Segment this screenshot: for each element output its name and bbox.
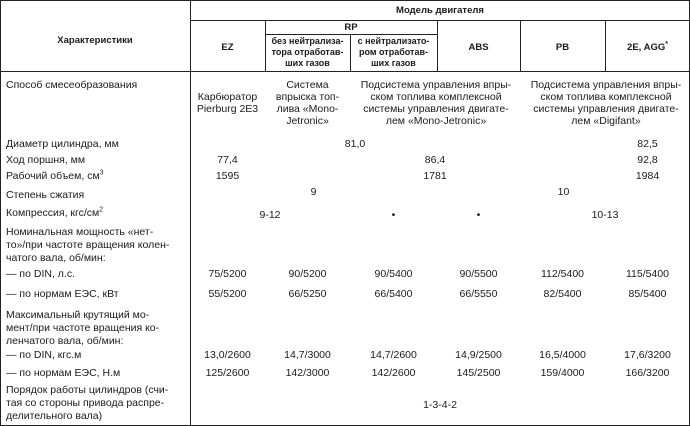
header-pb: PB [555,42,570,53]
compression-abs: • [476,209,481,221]
torque-din-rp-no-catalyst: 14,7/3000 [284,349,331,361]
compression-ratio-abs-agg: 10 [557,186,570,198]
header-agg: 2E, AGG* [627,40,668,53]
power-ece-agg: 85/5400 [628,288,667,300]
power-ece-rp-catalyst: 66/5400 [374,288,413,300]
header-rp-no-catalyst: без нейтрализа- тора отработав- ших газов [271,36,344,68]
rule-header-bottom [0,71,690,72]
label-compression: Компрессия, кгс/$см^2$ [6,206,104,219]
displacement-ez: 1595 [215,170,240,182]
label-stroke: Ход поршня, мм [6,154,86,166]
mixture-ez: Карбюратор Pierburg 2E3 [196,91,259,115]
label-torque-ece: — по нормам ЕЭС, Н.м [6,367,121,379]
label-power: Номинальная мощность «нет- то»/при частоте вращения колен- чатого вала, об/мин: [6,226,170,264]
power-ece-pb: 82/5400 [543,288,582,300]
torque-ece-rp-no-catalyst: 142/3000 [285,367,330,379]
stroke-rp-pb: 86,4 [424,154,446,166]
rule-left [0,0,1,426]
stroke-agg: 92,8 [637,154,658,166]
bore-ez-abs: 81,0 [344,138,366,150]
power-din-rp-catalyst: 90/5400 [374,268,413,280]
compression-pb-agg: 10-13 [591,209,619,221]
torque-ece-ez: 125/2600 [205,367,250,379]
power-ece-abs: 66/5550 [459,288,498,300]
power-din-rp-no-catalyst: 90/5200 [288,268,327,280]
header-engine-model: Модель двигателя [396,5,484,16]
power-din-abs: 90/5500 [459,268,498,280]
compression-rp-catalyst: • [391,209,396,221]
label-bore: Диаметр цилиндра, мм [6,138,119,150]
bore-agg: 82,5 [637,138,658,150]
mixture-rp-no-catalyst: Система впрыска топ- лива «Mono- Jetronic» [275,79,340,127]
compression-ez-rp: 9-12 [259,209,281,221]
torque-ece-agg: 166/3200 [625,367,670,379]
label-torque: Максимальный крутящий мо- мент/при частоте вращения ко- ленчатого вала, об/мин: [6,309,160,347]
mixture-pb-agg: Подсистема управления впры- ском топлива комплексной системы управления двигате- лем «Digifant» [530,79,682,127]
label-power-ece: — по нормам ЕЭС, кВт [6,288,119,300]
stroke-ez: 77,4 [217,154,238,166]
label-firing-order: Порядок работы цилиндров (счи- тая со стороны привода распре- делительного вала) [6,384,169,422]
torque-din-agg: 17,6/3200 [624,349,671,361]
rule-top [0,0,690,1]
torque-ece-pb: 159/4000 [540,367,585,379]
power-ece-rp-no-catalyst: 66/5250 [288,288,327,300]
torque-din-pb: 16,5/4000 [539,349,586,361]
mixture-rp-abs: Подсистема управления впры- ском топлива комплексной системы управления двигате- лем «Mono-Jetronic» [360,79,512,127]
displacement-agg: 1984 [635,170,660,182]
power-din-pb: 112/5400 [540,268,584,280]
header-characteristics: Характеристики [57,35,133,46]
header-abs: ABS [468,42,489,53]
power-ece-ez: 55/5200 [208,288,247,300]
label-displacement: Рабочий объем, $см^3$ [6,169,104,182]
label-power-din: — по DIN, л.с. [6,268,75,280]
torque-din-ez: 13,0/2600 [204,349,251,361]
label-mixture: Способ смесеобразования [6,79,138,91]
rule-rp [265,34,437,35]
firing-order-value: 1-3-4-2 [423,399,457,411]
power-din-agg: 115/5400 [625,268,669,280]
torque-ece-rp-catalyst: 142/2600 [371,367,416,379]
displacement-rp-pb: 1781 [423,170,447,182]
compression-ratio-ez-rp: 9 [310,186,317,198]
label-torque-din: — по DIN, кгс.м [6,349,82,361]
torque-din-rp-catalyst: 14,7/2600 [370,349,417,361]
header-rp: RP [344,22,358,33]
torque-din-abs: 14,9/2500 [455,349,502,361]
power-din-ez: 75/5200 [208,268,247,280]
torque-ece-abs: 145/2500 [456,367,501,379]
header-rp-catalyst: с нейтрализато- ром отработав- ших газов [357,36,430,68]
label-compression-ratio: Степень сжатия [6,189,85,201]
header-ez: EZ [221,42,234,53]
